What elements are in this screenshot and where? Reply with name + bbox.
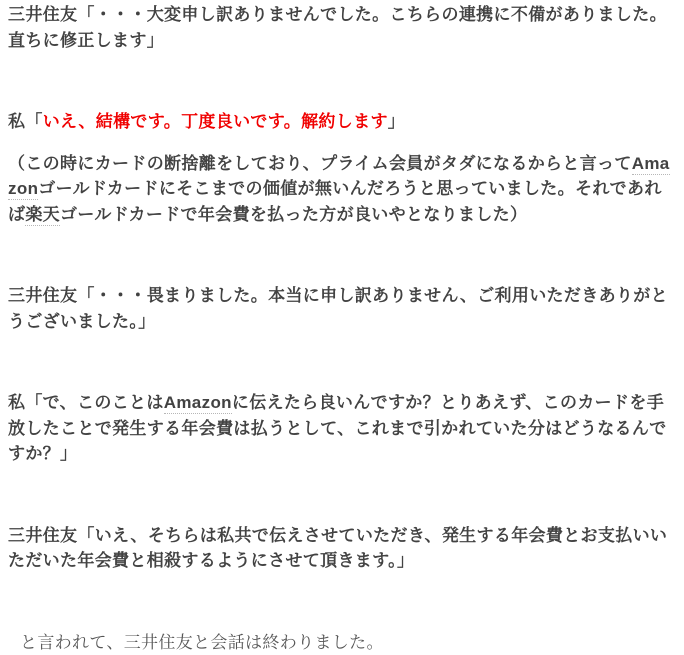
aside-note bbox=[8, 151, 676, 228]
dialogue-mitsui-offset: 三井住友「いえ、そちらは私共で伝えさせていただき、発生する年会費とお支払いいただいた年会費と相殺するようにさせて頂きます。」 bbox=[8, 523, 676, 574]
aside-text-3: ゴールドカードで年会費を払った方が良いやとなりました） bbox=[60, 205, 527, 224]
keyword-link-amazon[interactable]: Amazon bbox=[8, 154, 670, 201]
closing-line: と言われて、三井住友と会話は終わりました。 bbox=[8, 630, 676, 655]
question-text-1: 私「で、このことは bbox=[8, 393, 164, 412]
dialogue-me-question bbox=[8, 390, 676, 467]
aside-text-2: ゴールドカードにそこまでの価値が無いんだろうと思っていました。それであれば bbox=[8, 179, 662, 224]
dialogue-mitsui-acknowledge: 三井住友「・・・畏まりました。本当に申し訳ありません、ご利用いただきありがとうございました。」 bbox=[8, 283, 676, 334]
speaker-me-prefix: 私「 bbox=[8, 112, 43, 131]
aside-text-1: （この時にカードの断捨離をしており、プライム会員がタダになるからと言って bbox=[8, 154, 632, 173]
keyword-link-rakuten[interactable]: 楽天 bbox=[25, 205, 60, 226]
question-text-2: に伝えたら良いんですか？とりあえず、このカードを手放したことで発生する年会費は払うとして、これまで引かれていた分はどうなるんですか？」 bbox=[8, 393, 667, 463]
dialogue-me-cancel bbox=[8, 109, 676, 135]
quote-close-bracket: 」 bbox=[388, 112, 405, 131]
keyword-link-amazon-2[interactable]: Amazon bbox=[164, 393, 232, 414]
dialogue-mitsui-apology: 三井住友「・・・大変申し訳ありませんでした。こちらの連携に不備がありました。直ちに修正します」 bbox=[8, 2, 676, 53]
highlight-red-quote: いえ、結構です。丁度良いです。解約します bbox=[43, 112, 388, 131]
